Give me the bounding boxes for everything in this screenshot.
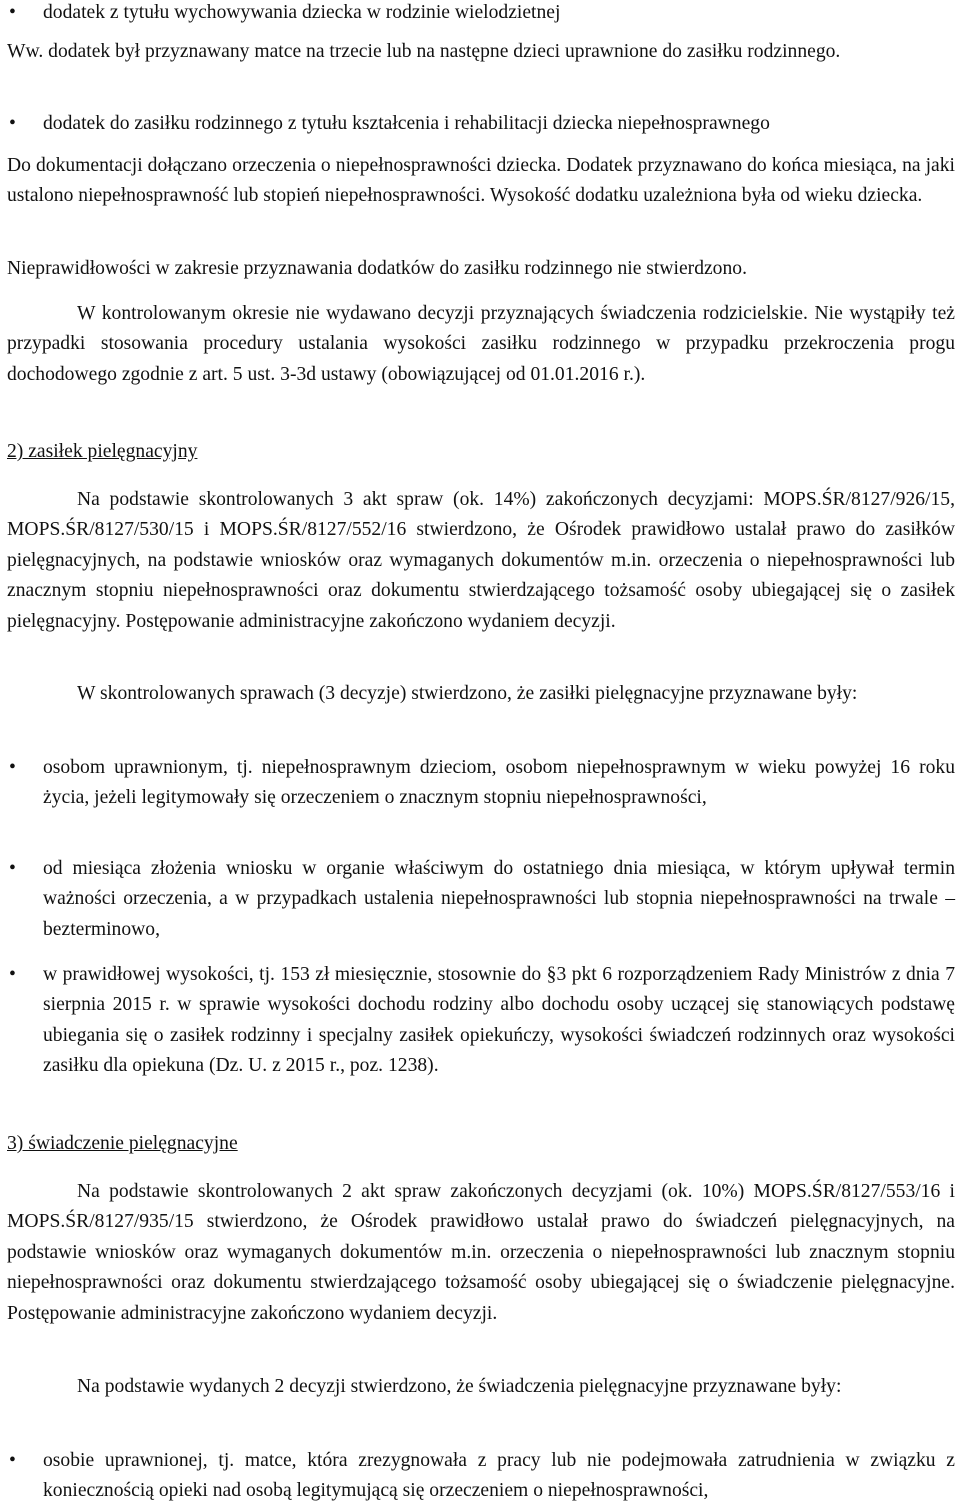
- bullet-icon: •: [9, 964, 16, 985]
- list-item: [7, 109, 955, 139]
- bullet-icon: •: [9, 757, 16, 778]
- paragraph: Ww. dodatek był przyznawany matce na trzecie lub na następne dzieci uprawnione do zasiłku rodzinnego.: [7, 41, 841, 62]
- list-item-text: od miesiąca złożenia wniosku w organie właściwym do ostatniego dnia miesiąca, w którym upływał termin ważności orzeczenia, a w przypadkach ustalenia niepełnosprawności lub stopnia niepełnosprawności na trwale – bezterminowo,: [43, 858, 955, 940]
- bullet-icon: •: [9, 1450, 16, 1471]
- list-item-text: dodatek do zasiłku rodzinnego z tytułu kształcenia i rehabilitacji dziecka niepełnosprawnego: [43, 113, 770, 134]
- paragraph: Na podstawie skontrolowanych 3 akt spraw (ok. 14%) zakończonych decyzjami: MOPS.ŚR/8127/926/15, MOPS.ŚR/8127/530/15 i MOPS.ŚR/8127/552/16 stwierdzono, że Ośrodek prawidłowo ustalał prawo do zasiłków pielęgnacyjnych, na podstawie wniosków oraz wymaganych dokumentów m.in. orzeczenia o niepełnosprawności lub znacznym stopniu niepełnosprawności oraz dokumentu stwierdzającego tożsamość osoby ubiegającej się o zasiłek pielęgnacyjny. Postępowanie administracyjne zakończono wydaniem decyzji.: [7, 489, 955, 632]
- list-item-text: osobom uprawnionym, tj. niepełnosprawnym dzieciom, osobom niepełnosprawnym w wieku powyżej 16 roku życia, jeżeli legitymowały się orzeczeniem o znacznym stopniu niepełnosprawności,: [43, 757, 955, 809]
- section-heading: 3) świadczenie pielęgnacyjne: [7, 1133, 238, 1154]
- bullet-icon: •: [9, 113, 16, 134]
- list-item: [7, 0, 955, 28]
- list-item: [7, 854, 955, 945]
- bullet-icon: •: [9, 2, 16, 23]
- list-item: [7, 960, 955, 1082]
- paragraph: Na podstawie wydanych 2 decyzji stwierdzono, że świadczenia pielęgnacyjne przyznawane były:: [77, 1376, 842, 1397]
- list-item-text: osobie uprawnionej, tj. matce, która zrezygnowała z pracy lub nie podejmowała zatrudnienia w związku z koniecznością opieki nad osobą legitymującą się orzeczeniem o niepełnosprawności,: [43, 1450, 955, 1502]
- paragraph: W skontrolowanych sprawach (3 decyzje) stwierdzono, że zasiłki pielęgnacyjne przyznawane były:: [77, 683, 858, 704]
- list-item: [7, 1446, 955, 1507]
- list-item-text: w prawidłowej wysokości, tj. 153 zł miesięcznie, stosownie do §3 pkt 6 rozporządzeniem Rady Ministrów z dnia 7 sierpnia 2015 r. w sprawie wysokości dochodu rodziny albo dochodu osoby uczącej się stanowiących podstawę ubiegania się o zasiłek rodzinny i specjalny zasiłek opiekuńczy, wysokości świadczeń rodzinnych oraz wysokości zasiłku dla opiekuna (Dz. U. z 2015 r., poz. 1238).: [43, 964, 955, 1077]
- paragraph: W kontrolowanym okresie nie wydawano decyzji przyznających świadczenia rodzicielskie. Nie wystąpiły też przypadki stosowania procedury ustalania wysokości zasiłku rodzinnego w przypadku przekroczenia progu dochodowego zgodnie z art. 5 ust. 3-3d ustawy (obowiązującej od 01.01.2016 r.).: [7, 303, 955, 385]
- paragraph: Do dokumentacji dołączano orzeczenia o niepełnosprawności dziecka. Dodatek przyznawano do końca miesiąca, na jaki ustalono niepełnosprawność lub stopień niepełnosprawności. Wysokość dodatku uzależniona była od wieku dziecka.: [7, 155, 955, 207]
- list-item-text: dodatek z tytułu wychowywania dziecka w rodzinie wielodzietnej: [43, 2, 561, 23]
- bullet-icon: •: [9, 858, 16, 879]
- list-item: [7, 753, 955, 814]
- section-heading: 2) zasiłek pielęgnacyjny: [7, 441, 198, 462]
- paragraph: Nieprawidłowości w zakresie przyznawania dodatków do zasiłku rodzinnego nie stwierdzono.: [7, 258, 747, 279]
- paragraph: Na podstawie skontrolowanych 2 akt spraw zakończonych decyzjami (ok. 10%) MOPS.ŚR/8127/553/16 i MOPS.ŚR/8127/935/15 stwierdzono, że Ośrodek prawidłowo ustalał prawo do świadczeń pielęgnacyjnych, na podstawie wniosków oraz wymaganych dokumentów m.in. orzeczenia o niepełnosprawności lub znacznym stopniu niepełnosprawności oraz dokumentu stwierdzającego tożsamość osoby ubiegającej się o świadczenie pielęgnacyjne. Postępowanie administracyjne zakończono wydaniem decyzji.: [7, 1181, 955, 1324]
